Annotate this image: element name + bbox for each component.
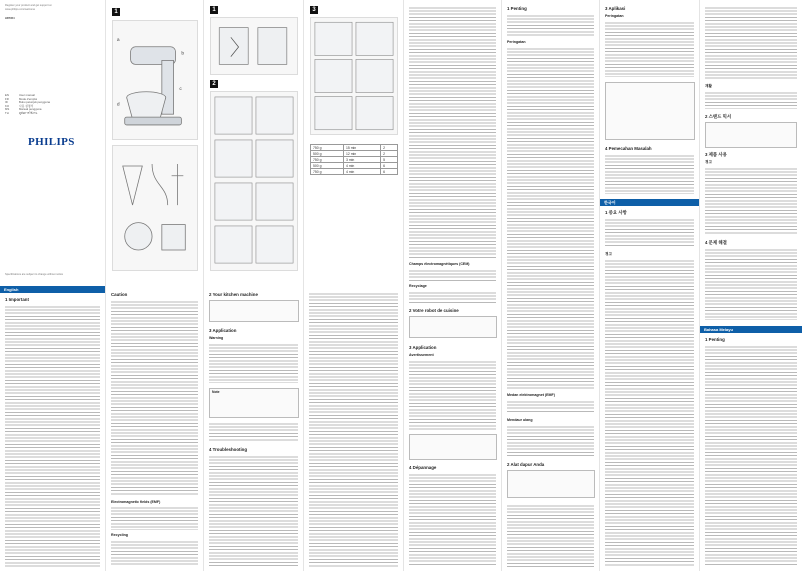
website-text: www.philips.com/welcome: [5, 8, 36, 11]
emf-text: [111, 506, 198, 530]
malay-important-heading: 1 Penting: [705, 337, 725, 342]
parts-id-table: [507, 470, 595, 498]
step-badge: 1: [112, 8, 120, 16]
note-fr-box: [409, 434, 497, 460]
korean-warning-heading: 경고: [605, 252, 612, 256]
product-use-heading: 3 제품 사용: [705, 152, 727, 157]
french-text-2: [409, 6, 496, 258]
steps-panel-2: [304, 0, 404, 571]
emf-fr-text: [409, 269, 496, 281]
table-row: 750 g 15 min 2: [311, 145, 398, 151]
language-list: [5, 94, 101, 115]
language-item: ID Buku petunjuk pengguna: [5, 100, 50, 104]
parts-table: [209, 300, 299, 322]
french-text: [309, 292, 398, 567]
peringatan-heading: Peringatan: [507, 40, 526, 44]
note-box: Note: [209, 388, 299, 418]
english-bar: English: [0, 286, 105, 293]
warning-fr-text: [409, 360, 496, 430]
aplikasi-heading: 3 Aplikasi: [605, 6, 626, 11]
philips-logo: PHILIPS: [28, 136, 75, 148]
svg-text:a: a: [116, 37, 120, 43]
cover-panel: [0, 0, 106, 571]
troubleshoot-ko-heading: 4 문제 해결: [705, 240, 727, 245]
indonesian-korean-panel: [600, 0, 700, 571]
korean-intro: [605, 218, 694, 248]
svg-text:b: b: [181, 51, 185, 57]
indonesian-panel: [502, 0, 600, 571]
important-text: [5, 305, 100, 567]
french-panel: [404, 0, 502, 571]
malay-text: [705, 345, 797, 567]
illustration-panel-1: [106, 0, 204, 571]
parts-fr-table: [409, 316, 497, 338]
table-row: 500 g 12 min 2: [311, 151, 398, 157]
step-badge: 2: [210, 80, 218, 88]
korean-important-heading: 1 중요 사항: [605, 210, 627, 215]
register-text: Register your product and get support at: [5, 4, 52, 7]
steps-panel-1: [204, 0, 304, 571]
parts-ko-table: [705, 122, 797, 148]
step3-illustration: [310, 17, 398, 135]
accessory-icon: [113, 146, 197, 270]
korean-text-cont: [705, 6, 797, 80]
step-grid-illustration: [210, 91, 298, 271]
malay-bar: Bahasa Melayu: [700, 326, 802, 333]
korean-malay-panel: [700, 0, 802, 571]
caution-heading: Caution: [111, 292, 128, 297]
language-item: TH คู่มือการใช้งาน: [5, 110, 38, 115]
pemecahan-heading: 4 Pemecahan Masalah: [605, 146, 652, 151]
warning-heading: Warning: [209, 336, 224, 340]
svg-text:c: c: [179, 86, 182, 92]
assembly-icon: [211, 18, 297, 74]
recycling-fr-heading: Recyclage: [409, 284, 427, 288]
step3-icon: [311, 18, 397, 134]
recycling-id-heading: Mendaur ulang: [507, 418, 533, 422]
troubleshoot-fr-text: [409, 473, 496, 567]
step-grid-icon: [211, 92, 297, 270]
language-item: MS Manual pengguna: [5, 107, 42, 111]
troubleshooting-heading: 4 Troubleshooting: [209, 447, 248, 452]
alat-dapur-text: [507, 504, 594, 567]
emf-id-text: [507, 400, 594, 414]
step-badge: 1: [210, 6, 218, 14]
korean-warning-text: [605, 259, 694, 567]
troubleshoot-ko-text: [705, 248, 797, 320]
penting-intro: [507, 14, 594, 36]
step-illustration: [210, 17, 298, 75]
warning-ko-text: [705, 167, 797, 235]
stand-mixer-ko-heading: 2 스탠드 믹서: [705, 114, 732, 119]
warning-ko-heading: 경고: [705, 160, 712, 164]
aplikasi-text: [605, 21, 694, 77]
troubleshoot-fr-heading: 4 Dépannage: [409, 465, 437, 470]
recycling-fr-text: [409, 291, 496, 303]
table-row: 750 g 3 min 5: [311, 157, 398, 163]
accessories-illustration: [112, 145, 198, 271]
warning-text: [209, 343, 298, 383]
recycling-heading: Recycling: [111, 533, 128, 537]
recycling-text: [111, 540, 198, 567]
peringatan-text: [507, 47, 594, 389]
language-item: KO 사용 설명서: [5, 103, 34, 108]
penting-heading: 1 Penting: [507, 6, 527, 11]
kitchen-machine-heading: 2 Your kitchen machine: [209, 292, 258, 297]
recycling-id-text: [507, 425, 594, 457]
recycle-ko-heading: 재활: [705, 84, 712, 88]
peringatan-heading-2: Peringatan: [605, 14, 624, 18]
robot-heading: 2 Votre robot de cuisine: [409, 308, 459, 313]
pemecahan-text: [605, 154, 694, 194]
speed-table: [310, 144, 398, 175]
korean-bar: 한국어: [600, 199, 699, 206]
model-number: HR7954: [5, 17, 15, 20]
troubleshooting-text: [209, 455, 298, 567]
emf-id-heading: Medan elektromagnet (EMF): [507, 393, 555, 397]
recycle-ko-text: [705, 91, 797, 109]
application-fr-heading: 3 Application: [409, 345, 437, 350]
warning-fr-heading: Avertissement: [409, 353, 434, 357]
spec-note: Specifications are subject to change without notice: [5, 273, 64, 276]
important-heading: 1 Important: [5, 297, 29, 302]
stand-mixer-icon: [113, 21, 197, 139]
table-row: 750 g 4 min 6: [311, 169, 398, 175]
table-row: 500 g 4 min 6: [311, 163, 398, 169]
note-id-box: [605, 82, 695, 140]
language-item: FR Mode d'emploi: [5, 96, 38, 101]
stand-mixer-illustration: [112, 20, 198, 140]
alat-dapur-heading: 2 Alat dapur Anda: [507, 462, 545, 467]
caution-text: [111, 300, 198, 496]
emf-heading: Electromagnetic fields (EMF): [111, 500, 161, 504]
note-text: [209, 422, 298, 442]
language-item: EN User manual: [5, 93, 35, 97]
emf-fr-heading: Champs électromagnétiques (CEM): [409, 262, 470, 266]
application-heading: 3 Application: [209, 328, 237, 333]
svg-text:d: d: [116, 102, 120, 108]
step-badge: 3: [310, 6, 318, 14]
